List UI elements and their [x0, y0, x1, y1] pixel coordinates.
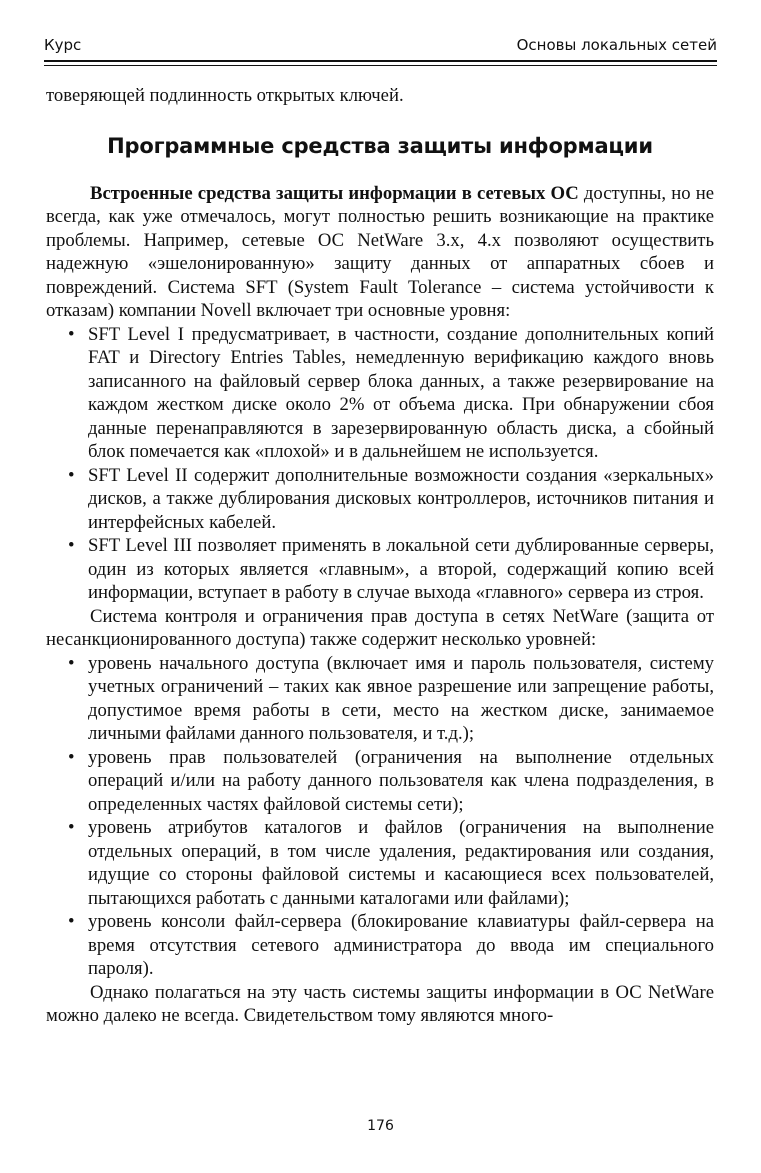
list-item-text: уровень прав пользователей (ограничения на выполнение отдельных операций и/или на работу данного пользователя как члена подразделения, в определенных частях файловой системы сети);: [88, 746, 714, 815]
list-item-text: SFT Level II содержит дополнительные возможности создания «зеркальных» дисков, а также дублирования дисковых контроллеров, источников питания и интерфейсных кабелей.: [88, 464, 714, 533]
access-levels-list: [46, 652, 714, 981]
list-item-text: SFT Level III позволяет применять в локальной сети дублированные серверы, один из которых является «главным», а второй, содержащий копию всей информации, вступает в работу в случае выхода «главного» сервера из строя.: [88, 535, 714, 603]
paragraph-conclusion: Однако полагаться на эту часть системы защиты информации в ОС NetWare можно далеко не всегда. Свидетельством тому являются много-: [46, 981, 714, 1026]
list-item-text: SFT Level I предусматривает, в частности, создание дополнительных копий FAT и Directory Entries Tables, немедленную верификацию каждого вновь записанного на файловый сервер блока данных, а также резервирование на каждом жестком диске около 2% от объема диска. При обнаружении сбоя данные перенаправляются в зарезервированную область диска, а сбойный блок помечается как «плохой» и в дальнейшем не используется.: [88, 323, 714, 462]
paragraph-builtin-protection: [46, 182, 714, 323]
section-heading: Программные средства защиты информации: [107, 133, 653, 158]
list-item: [46, 816, 714, 910]
paragraph-access-control: Система контроля и ограничения прав доступа в сетях NetWare (защита от несанкционированного доступа) также содержит несколько уровней:: [46, 605, 714, 650]
list-item-text: уровень консоли файл-сервера (блокирование клавиатуры файл-сервера на время отсутствия сетевого администратора до ввода им специального пароля).: [88, 911, 714, 979]
bullet-icon: •: [68, 746, 75, 768]
header-rule-thick: [44, 60, 717, 62]
bullet-icon: •: [68, 323, 75, 345]
bullet-icon: •: [68, 535, 75, 556]
list-item-text: уровень атрибутов каталогов и файлов (ограничения на выполнение отдельных операций, в том числе удаления, редактирования или создания, идущие со стороны файловой системы и касающиеся всех пользователей, пытающихся работать с данными каталогами или файлами);: [88, 817, 714, 909]
page-number: 176: [367, 1118, 394, 1134]
list-item: [46, 910, 714, 981]
bullet-icon: •: [68, 817, 75, 838]
header-rule-thin: [44, 65, 717, 66]
bullet-icon: •: [68, 652, 75, 674]
list-item: [46, 464, 714, 535]
list-item: [46, 746, 714, 817]
bullet-icon: •: [68, 911, 75, 932]
list-item: [46, 323, 714, 464]
paragraph-bold-lead: Встроенные средства защиты информации в сетевых ОС: [90, 182, 579, 204]
page-body: [46, 84, 714, 1028]
continued-line: товеряющей подлинность открытых ключей.: [46, 85, 404, 106]
list-item: [46, 652, 714, 746]
running-header: [44, 36, 717, 58]
bullet-icon: •: [68, 464, 75, 486]
sft-levels-list: [46, 323, 714, 605]
list-item-text: уровень начального доступа (включает имя и пароль пользователя, систему учетных ограничений – таких как явное разрешение или запрещение работы, допустимое время работы в сети, место на жестком диске, занимаемое личными файлами данного пользователя, и т.д.);: [88, 652, 714, 744]
list-item: [46, 534, 714, 605]
header-book-title: Основы локальных сетей: [516, 36, 717, 54]
paragraph-text: доступны, но не всегда, как уже отмечалось, могут полностью решить возникающие на практике проблемы. Например, сетевые ОС NetWare 3.x, 4.x позволяют осуществить надежную «эшелонированную» защиту данных от аппаратных сбоев и повреждений. Система SFT (System Fault Tolerance – система устойчивости к отказам) компании Novell включает три основные уровня:: [46, 182, 715, 321]
header-course-label: Курс: [44, 36, 82, 54]
